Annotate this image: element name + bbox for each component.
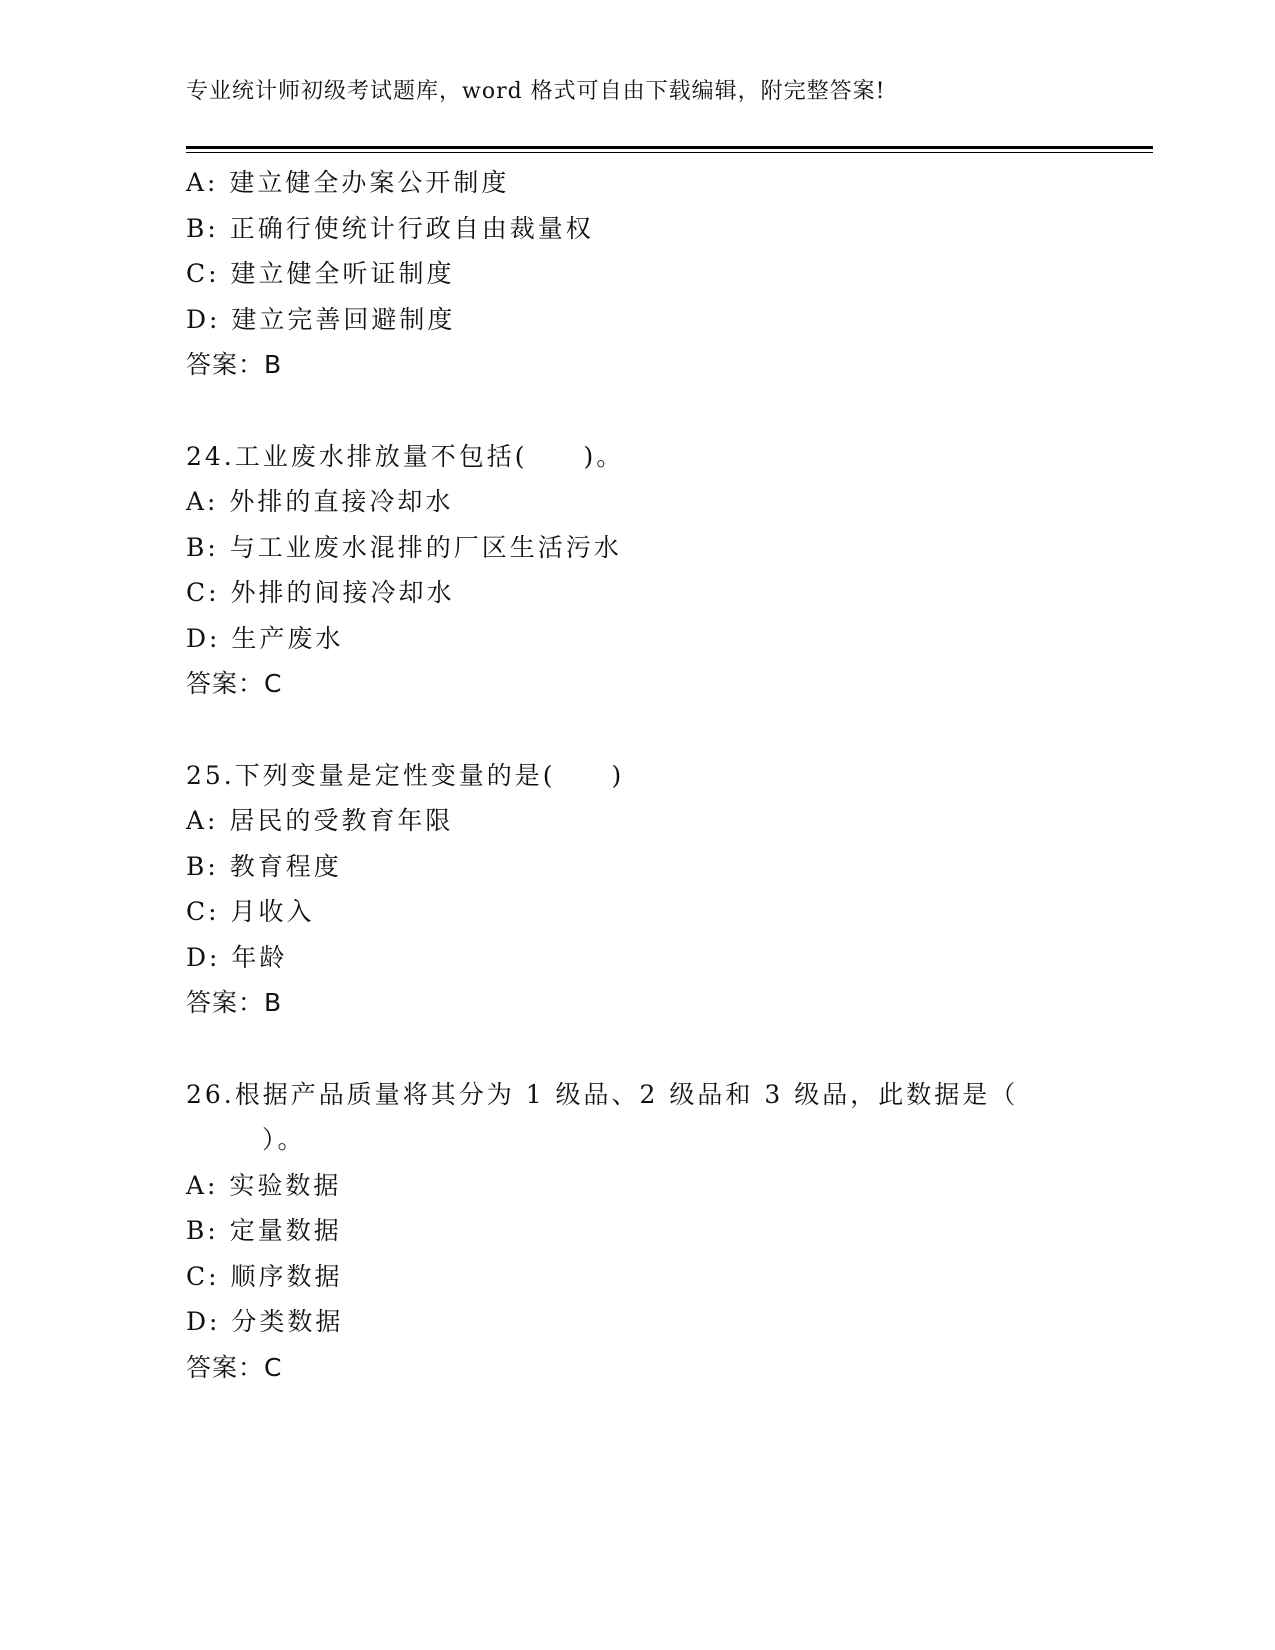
answer: 答案：B xyxy=(186,350,283,379)
option-c: C: 月收入 xyxy=(186,897,315,926)
option-b: B: 教育程度 xyxy=(186,851,342,881)
option-b: B: 定量数据 xyxy=(186,1216,342,1245)
spacer xyxy=(186,388,1046,434)
question-24 xyxy=(186,434,1046,707)
option-d: D: 建立完善回避制度 xyxy=(186,304,456,334)
question-25 xyxy=(186,753,1046,1026)
page-header: 专业统计师初级考试题库，word 格式可自由下载编辑，附完整答案! xyxy=(186,79,886,104)
option-a: A: 外排的直接冷却水 xyxy=(186,487,454,516)
answer: 答案：C xyxy=(186,669,283,698)
option-d: D: 分类数据 xyxy=(186,1307,344,1336)
option-d: D: 生产废水 xyxy=(186,623,344,653)
header-rule-thin xyxy=(186,152,1153,153)
question-text: 25.下列变量是定性变量的是( ) xyxy=(186,760,625,790)
option-c: C: 建立健全听证制度 xyxy=(186,259,455,288)
spacer xyxy=(186,1026,1046,1072)
header-rule-thick xyxy=(186,146,1153,149)
question-list xyxy=(186,160,1046,1390)
answer: 答案：B xyxy=(186,988,283,1017)
question-26 xyxy=(186,1072,1046,1391)
spacer xyxy=(186,707,1046,753)
question-text-continued: ）。 xyxy=(262,1125,306,1154)
option-a: A: 建立健全办案公开制度 xyxy=(186,168,510,197)
answer: 答案：C xyxy=(186,1352,283,1382)
option-c: C: 外排的间接冷却水 xyxy=(186,578,455,607)
option-c: C: 顺序数据 xyxy=(186,1261,343,1291)
option-b: B: 与工业废水混排的厂区生活污水 xyxy=(186,532,622,562)
question-text: 24.工业废水排放量不包括( )。 xyxy=(186,441,625,471)
question-23 xyxy=(186,160,1046,388)
question-text: 26.根据产品质量将其分为 1 级品、2 级品和 3 级品，此数据是（ xyxy=(186,1079,1019,1109)
option-a: A: 实验数据 xyxy=(186,1170,342,1200)
option-a: A: 居民的受教育年限 xyxy=(186,806,454,835)
option-b: B: 正确行使统计行政自由裁量权 xyxy=(186,213,594,243)
option-d: D: 年龄 xyxy=(186,942,288,972)
